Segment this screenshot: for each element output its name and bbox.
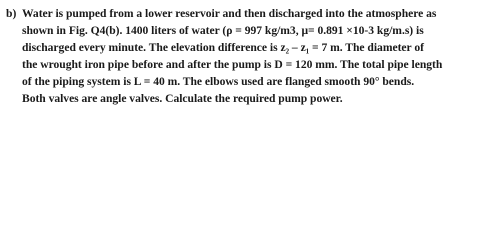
- problem-line-3: discharged every minute. The elevation difference is z₂ – z₁ = 7 m. The diameter of: [22, 40, 424, 54]
- problem-line-6: Both valves are angle valves. Calculate the required pump power.: [22, 91, 343, 105]
- problem-text-block: [6, 6, 501, 107]
- problem-label: b): [6, 7, 17, 20]
- problem-line-2: shown in Fig. Q4(b). 1400 liters of water (ρ = 997 kg/m3, μ= 0.891 ×10-3 kg/m.s) is: [22, 23, 424, 37]
- problem-line-4: the wrought iron pipe before and after the pump is D = 120 mm. The total pipe length: [22, 57, 443, 71]
- problem-line-1: Water is pumped from a lower reservoir and then discharged into the atmosphere as: [22, 7, 437, 20]
- problem-line-5: of the piping system is L = 40 m. The elbows used are flanged smooth 90° bends.: [22, 74, 415, 88]
